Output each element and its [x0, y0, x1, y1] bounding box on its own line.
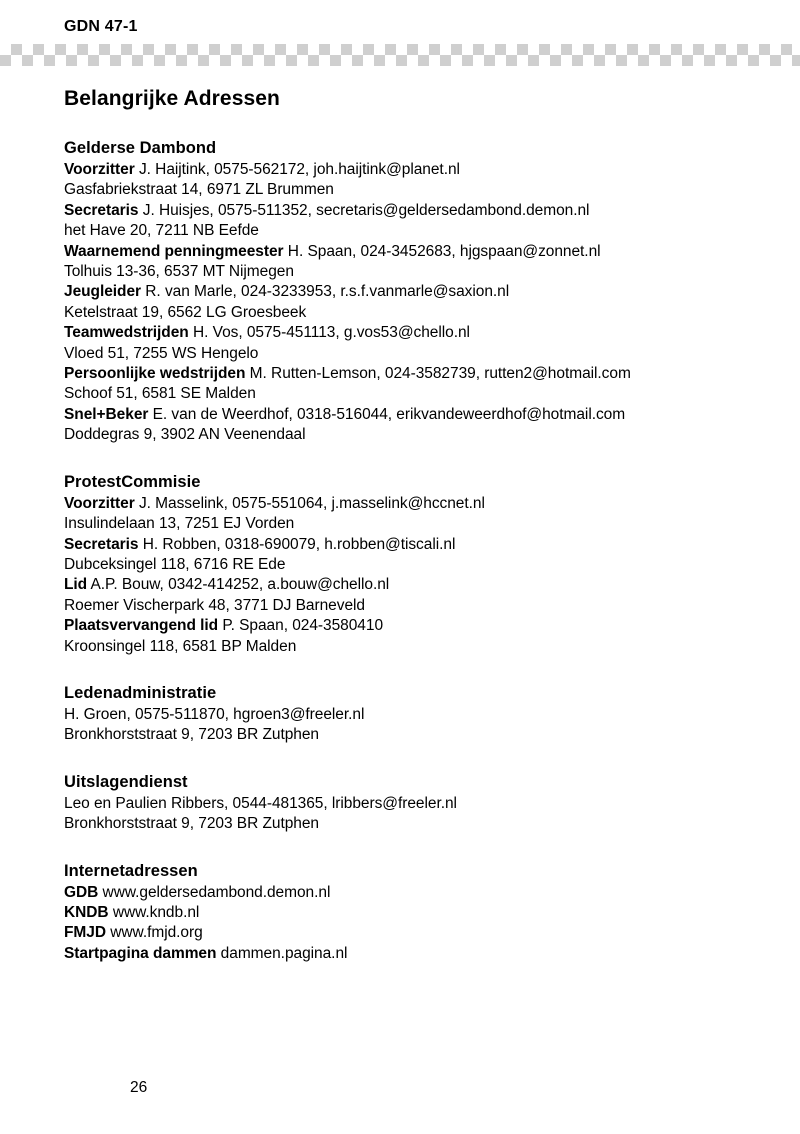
checkerboard-divider	[0, 44, 800, 66]
address-section	[64, 138, 744, 446]
contact-role-label: Voorzitter	[64, 161, 135, 178]
contact-details: E. van de Weerdhof, 0318-516044, erikvandeweerdhof@hotmail.com	[148, 405, 626, 423]
sections-container	[64, 138, 744, 964]
contact-details: M. Rutten-Lemson, 024-3582739, rutten2@hotmail.com	[245, 365, 631, 383]
running-head: GDN 47-1	[64, 18, 138, 35]
contact-address: Roemer Vischerpark 48, 3771 DJ Barneveld	[64, 596, 365, 614]
contact-line	[64, 794, 744, 814]
contact-address: Doddegras 9, 3902 AN Veenendaal	[64, 426, 306, 444]
contact-line	[64, 903, 744, 923]
contact-role-label: Secretaris	[64, 535, 139, 553]
address-section	[64, 683, 744, 746]
contact-line	[64, 944, 744, 964]
contact-details: H. Spaan, 024-3452683, hjgspaan@zonnet.nl	[283, 242, 601, 260]
contact-address: Tolhuis 13-36, 6537 MT Nijmegen	[64, 263, 294, 281]
contact-address: Vloed 51, 7255 WS Hengelo	[64, 344, 259, 362]
contact-details: J. Huisjes, 0575-511352, secretaris@geldersedambond.demon.nl	[138, 201, 590, 219]
section-title: Uitslagendienst	[64, 772, 188, 791]
contact-address: Kroonsingel 118, 6581 BP Malden	[64, 637, 297, 655]
page-number: 26	[130, 1079, 148, 1096]
contact-role-label: Lid	[64, 576, 88, 594]
contact-address: Dubceksingel 118, 6716 RE Ede	[64, 555, 286, 573]
contact-details: www.geldersedambond.demon.nl	[98, 883, 331, 901]
section-title: Gelderse Dambond	[64, 139, 217, 157]
contact-details: www.fmjd.org	[106, 924, 203, 942]
address-section	[64, 861, 744, 965]
contact-address: het Have 20, 7211 NB Eefde	[64, 222, 259, 240]
contact-details: H. Vos, 0575-451113, g.vos53@chello.nl	[188, 324, 470, 342]
contact-address: Gasfabriekstraat 14, 6971 ZL Brummen	[64, 181, 334, 199]
contact-role-label: KNDB	[64, 903, 109, 921]
contact-role-label: Jeugleider	[64, 283, 142, 301]
contact-details: J. Haijtink, 0575-562172, joh.haijtink@planet.nl	[134, 161, 460, 178]
contact-details: Leo en Paulien Ribbers, 0544-481365, lribbers@freeler.nl	[64, 794, 457, 812]
contact-role-label: GDB	[64, 883, 99, 901]
contact-details: R. van Marle, 024-3233953, r.s.f.vanmarle@saxion.nl	[141, 283, 510, 301]
contact-address: Insulindelaan 13, 7251 EJ Vorden	[64, 515, 295, 533]
contact-details: P. Spaan, 024-3580410	[218, 617, 384, 635]
contact-role-label: Voorzitter	[64, 494, 135, 512]
contact-line	[64, 405, 744, 425]
contact-line	[64, 201, 744, 221]
contact-role-label: Waarnemend penningmeester	[64, 242, 284, 260]
contact-line	[64, 883, 744, 903]
page-content	[64, 86, 744, 964]
contact-line	[64, 575, 744, 595]
contact-line	[64, 160, 744, 180]
contact-details: J. Masselink, 0575-551064, j.masselink@hccnet.nl	[134, 494, 485, 512]
contact-details: H. Robben, 0318-690079, h.robben@tiscali.nl	[138, 535, 456, 553]
contact-role-label: Startpagina dammen	[64, 944, 217, 962]
page-title: Belangrijke Adressen	[64, 87, 280, 110]
contact-role-label: FMJD	[64, 924, 106, 942]
contact-role-label: Teamwedstrijden	[64, 324, 189, 342]
contact-address: Ketelstraat 19, 6562 LG Groesbeek	[64, 303, 307, 321]
contact-line	[64, 705, 744, 725]
section-title: ProtestCommisie	[64, 472, 201, 491]
contact-address: Schoof 51, 6581 SE Malden	[64, 385, 256, 403]
contact-address: Bronkhorststraat 9, 7203 BR Zutphen	[64, 815, 320, 833]
address-section	[64, 472, 744, 657]
address-section	[64, 772, 744, 835]
contact-line	[64, 616, 744, 636]
contact-role-label: Persoonlijke wedstrijden	[64, 365, 246, 383]
contact-line	[64, 535, 744, 555]
contact-line	[64, 242, 744, 262]
contact-role-label: Secretaris	[64, 201, 139, 219]
contact-details: A.P. Bouw, 0342-414252, a.bouw@chello.nl	[87, 576, 390, 594]
contact-address: Bronkhorststraat 9, 7203 BR Zutphen	[64, 726, 320, 744]
contact-line	[64, 364, 744, 384]
contact-line	[64, 323, 744, 343]
contact-details: www.kndb.nl	[108, 903, 200, 921]
contact-line	[64, 923, 744, 943]
contact-role-label: Snel+Beker	[64, 405, 149, 423]
section-title: Ledenadministratie	[64, 683, 217, 702]
contact-details: H. Groen, 0575-511870, hgroen3@freeler.nl	[64, 705, 365, 723]
contact-line	[64, 282, 744, 302]
section-title: Internetadressen	[64, 861, 198, 880]
contact-line	[64, 494, 744, 514]
contact-details: dammen.pagina.nl	[216, 944, 348, 962]
contact-role-label: Plaatsvervangend lid	[64, 617, 219, 635]
